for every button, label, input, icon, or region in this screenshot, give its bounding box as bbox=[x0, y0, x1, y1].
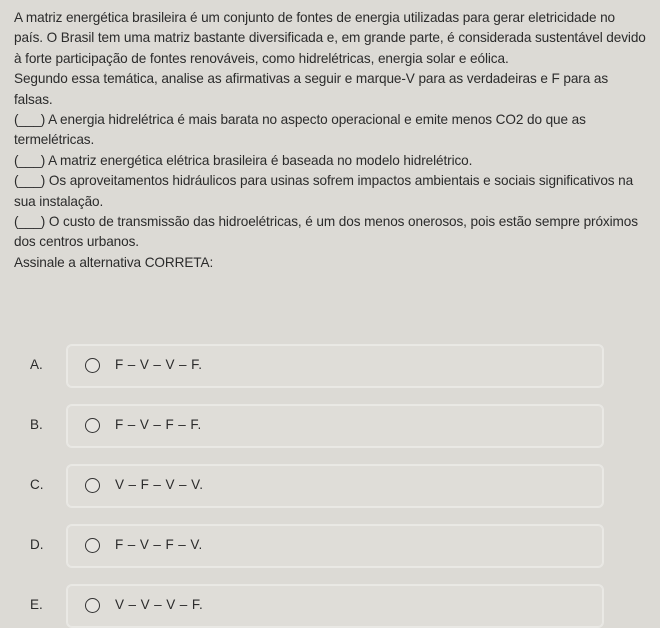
option-box[interactable] bbox=[66, 464, 604, 508]
option-box[interactable] bbox=[66, 584, 604, 628]
option-box[interactable] bbox=[66, 404, 604, 448]
question-intro: A matriz energética brasileira é um conjunto de fontes de energia utilizadas para gerar eletricidade no país. O Brasil tem uma matriz bastante diversificada e, em grande parte, é considerada sustentável devido à forte participação de fontes renováveis, como hidrelétricas, energia solar e eólica. bbox=[14, 10, 646, 66]
option-box[interactable] bbox=[66, 524, 604, 568]
option-text: V – F – V – V. bbox=[115, 477, 204, 492]
option-text: F – V – V – F. bbox=[115, 357, 203, 372]
option-b[interactable] bbox=[0, 404, 660, 448]
option-a[interactable] bbox=[0, 344, 660, 388]
question-prompt: Assinale a alternativa CORRETA: bbox=[14, 254, 214, 270]
option-letter: D. bbox=[30, 537, 44, 552]
statement-4: (___) O custo de transmissão das hidroelétricas, é um dos menos onerosos, pois estão sempre próximos dos centros urbanos. bbox=[14, 214, 638, 250]
statement-3: (___) Os aproveitamentos hidráulicos para usinas sofrem impactos ambientais e sociais significativos na sua instalação. bbox=[14, 173, 634, 209]
option-letter: C. bbox=[30, 477, 44, 492]
option-box[interactable] bbox=[66, 344, 604, 388]
radio-icon[interactable] bbox=[85, 538, 100, 553]
statement-2: (___) A matriz energética elétrica brasileira é baseada no modelo hidrelétrico. bbox=[14, 152, 473, 168]
statement-1: (___) A energia hidrelétrica é mais barata no aspecto operacional e emite menos CO2 do que as termelétricas. bbox=[14, 112, 586, 148]
option-letter: A. bbox=[30, 357, 43, 372]
option-e[interactable] bbox=[0, 584, 660, 628]
option-d[interactable] bbox=[0, 524, 660, 568]
option-text: F – V – F – V. bbox=[115, 537, 203, 552]
option-text: V – V – V – F. bbox=[115, 597, 204, 612]
radio-icon[interactable] bbox=[85, 478, 100, 493]
radio-icon[interactable] bbox=[85, 358, 100, 373]
radio-icon[interactable] bbox=[85, 418, 100, 433]
option-letter: B. bbox=[30, 417, 43, 432]
radio-icon[interactable] bbox=[85, 598, 100, 613]
option-c[interactable] bbox=[0, 464, 660, 508]
question-text bbox=[14, 8, 646, 273]
question-instruction: Segundo essa temática, analise as afirmativas a seguir e marque-V para as verdadeiras e F para as falsas. bbox=[14, 71, 609, 107]
option-text: F – V – F – F. bbox=[115, 417, 202, 432]
option-letter: E. bbox=[30, 597, 43, 612]
